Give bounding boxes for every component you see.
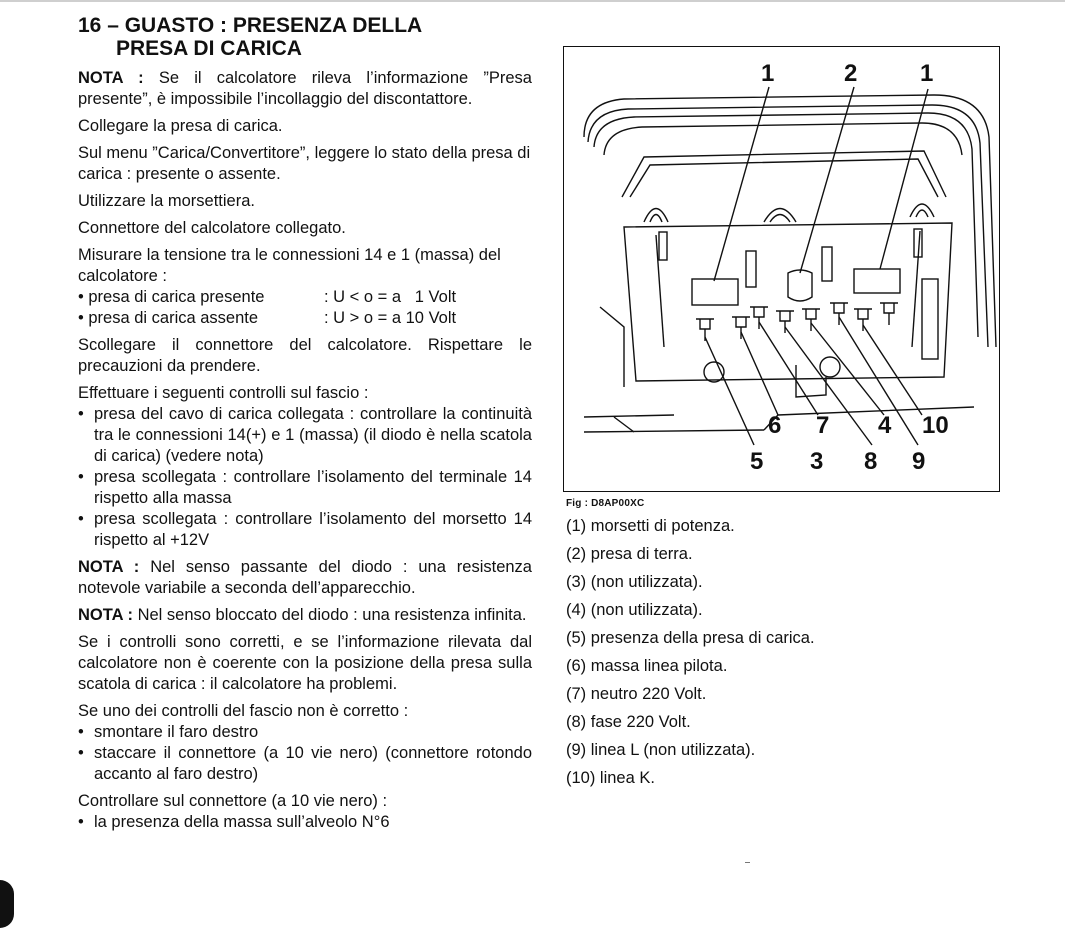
step-read-menu: Sul menu ”Carica/Convertitore”, leggere lo stato della presa di carica : presente o assente. [78,144,531,183]
figure-label-mid: 7 [816,412,830,439]
legend-item: (4) (non utilizzata). [566,601,703,619]
scan-speck [745,862,750,863]
figure-label-top: 1 [920,60,934,87]
note-2-text: Nel senso passante del diodo : una resistenza notevole variabile a seconda dell’apparecchio. [78,558,532,597]
harness-list [78,722,532,785]
figure-legend [566,516,815,796]
note-1 [78,68,532,110]
tension-value: : U > o = a 10 Volt [324,309,457,327]
tension-row [78,308,532,329]
figure-label-bottom: 9 [912,448,926,475]
page-edge-mark [0,880,14,928]
check-item: • presa del cavo di carica collegata : controllare la continuità tra le connessioni 14(+) e 1 (massa) (il diodo è nella scatola di carica) (vedere nota) [78,404,532,467]
connector-drawing [564,47,998,490]
title-line-2: PRESA DI CARICA [116,37,302,60]
page-top-border [0,0,1065,2]
legend-item: (5) presenza della presa di carica. [566,629,815,647]
figure-label-top: 2 [844,60,858,87]
legend-item: (6) massa linea pilota. [566,657,728,675]
note-3 [78,605,532,626]
checks-intro: Effettuare i seguenti controlli sul fascio : [78,384,369,402]
connector-figure [563,46,1000,492]
figure-caption: Fig : D8AP00XC [566,498,645,509]
harness-item: • staccare il connettore (a 10 vie nero) (connettore rotondo accanto al faro destro) [78,743,532,785]
legend-item: (10) linea K. [566,769,655,787]
left-column [78,14,532,839]
figure-label-top: 1 [761,60,775,87]
figure-label-bottom: 8 [864,448,878,475]
step-connect: Collegare la presa di carica. [78,117,283,135]
harness-intro: Se uno dei controlli del fascio non è corretto : [78,702,409,720]
check-item: • presa scollegata : controllare l’isolamento del terminale 14 rispetto alla massa [78,467,532,509]
note-1-label: NOTA : [78,69,144,87]
step-terminal-block: Utilizzare la morsettiera. [78,192,255,210]
figure-label-bottom: 5 [750,448,764,475]
figure-label-mid: 4 [878,412,892,439]
disconnect-step: Scollegare il connettore del calcolatore. Rispettare le precauzioni da prendere. [78,336,532,375]
connector-item: • la presenza della massa sull’alveolo N°6 [78,812,532,833]
connector-intro: Controllare sul connettore (a 10 vie nero) : [78,792,388,810]
figure-label-bottom: 3 [810,448,824,475]
legend-item: (3) (non utilizzata). [566,573,703,591]
note-3-label: NOTA : [78,606,133,624]
page-title [78,14,532,60]
legend-item: (1) morsetti di potenza. [566,517,735,535]
step-connector: Connettore del calcolatore collegato. [78,219,346,237]
tension-label: • presa di carica presente [78,288,265,306]
note-1-text: Se il calcolatore rileva l’informazione ”Presa presente”, è impossibile l’incollaggio del discontattore. [78,69,532,108]
connector-list [78,812,532,833]
legend-item: (7) neutro 220 Volt. [566,685,707,703]
note-3-text: Nel senso bloccato del diodo : una resistenza infinita. [133,606,527,624]
check-item: • presa scollegata : controllare l’isolamento del morsetto 14 rispetto al +12V [78,509,532,551]
tension-table [78,287,532,329]
tension-row [78,287,532,308]
figure-label-mid: 6 [768,412,782,439]
note-2-label: NOTA : [78,558,140,576]
conclusion: Se i controlli sono corretti, e se l’informazione rilevata dal calcolatore non è coerente con la posizione della presa sulla scatola di carica : il calcolatore ha problemi. [78,633,532,693]
figure-label-mid: 10 [922,412,949,439]
checks-list [78,404,532,551]
tension-value: : U < o = a 1 Volt [324,288,457,306]
legend-item: (8) fase 220 Volt. [566,713,691,731]
harness-item: • smontare il faro destro [78,722,532,743]
legend-item: (9) linea L (non utilizzata). [566,741,756,759]
legend-item: (2) presa di terra. [566,545,693,563]
step-measure: Misurare la tensione tra le connessioni 14 e 1 (massa) del calcolatore : [78,246,501,285]
note-2 [78,557,532,599]
tension-label: • presa di carica assente [78,309,259,327]
title-line-1: 16 – GUASTO : PRESENZA DELLA [78,14,423,37]
